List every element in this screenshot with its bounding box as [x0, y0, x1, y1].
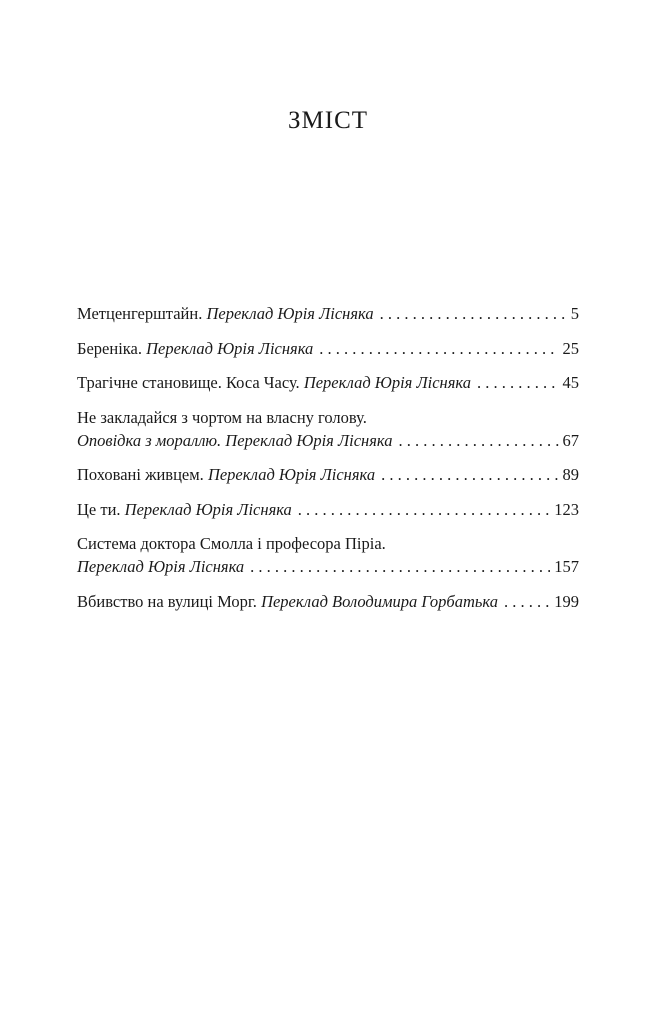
page-title: ЗМІСТ — [287, 107, 369, 134]
toc-entry — [77, 463, 579, 486]
toc-entry — [77, 532, 579, 578]
toc-entry-page: 157 — [554, 557, 579, 576]
dot-leader — [319, 337, 558, 360]
toc-entry-page: 67 — [562, 430, 579, 450]
toc-entry-translator: Переклад Юрія Лісняка — [124, 499, 292, 519]
table-of-contents — [77, 302, 579, 624]
toc-entry-title: Береніка. — [77, 338, 143, 358]
toc-entry-title: Метценгерштайн. — [77, 304, 203, 323]
toc-entry-title: Вбивство на вулиці Морг. — [77, 591, 257, 611]
toc-entry-title: Система доктора Смолла і професора Піріа. — [77, 534, 386, 553]
dot-leader — [380, 302, 567, 325]
toc-entry — [77, 302, 579, 325]
toc-entry — [77, 406, 579, 452]
dot-leader — [298, 498, 550, 521]
dot-leader — [381, 463, 558, 486]
dot-leader — [477, 371, 559, 394]
toc-entry-page: 45 — [562, 373, 579, 392]
toc-entry — [77, 337, 579, 360]
toc-entry-page: 89 — [562, 465, 579, 484]
dot-leader — [398, 429, 558, 452]
toc-entry-translator: Оповідка з мораллю. Переклад Юрія Лісняка — [77, 430, 393, 450]
toc-entry-page: 25 — [562, 338, 579, 358]
toc-entry-translator: Переклад Юрія Лісняка — [303, 373, 471, 392]
toc-entry-title: Це ти. — [77, 499, 121, 519]
toc-entry-title: Не закладайся з чортом на власну голову. — [77, 407, 367, 427]
toc-entry — [77, 498, 579, 521]
toc-entry-translator: Переклад Юрія Лісняка — [207, 465, 376, 484]
toc-entry — [77, 371, 579, 394]
toc-entry-page: 5 — [570, 304, 579, 323]
toc-entry-translator: Переклад Юрія Лісняка — [146, 338, 314, 358]
dot-leader — [504, 590, 550, 613]
toc-entry-translator: Переклад Юрія Лісняка — [77, 557, 245, 576]
toc-entry — [77, 590, 579, 613]
toc-entry-translator: Переклад Юрія Лісняка — [206, 304, 374, 323]
toc-entry-page: 123 — [554, 499, 579, 519]
dot-leader — [250, 555, 550, 578]
toc-entry-title: Поховані живцем. — [77, 465, 204, 484]
toc-entry-page: 199 — [554, 591, 579, 611]
toc-entry-translator: Переклад Володимира Горбатька — [261, 591, 498, 611]
toc-entry-title: Трагічне становище. Коса Часу. — [77, 373, 300, 392]
